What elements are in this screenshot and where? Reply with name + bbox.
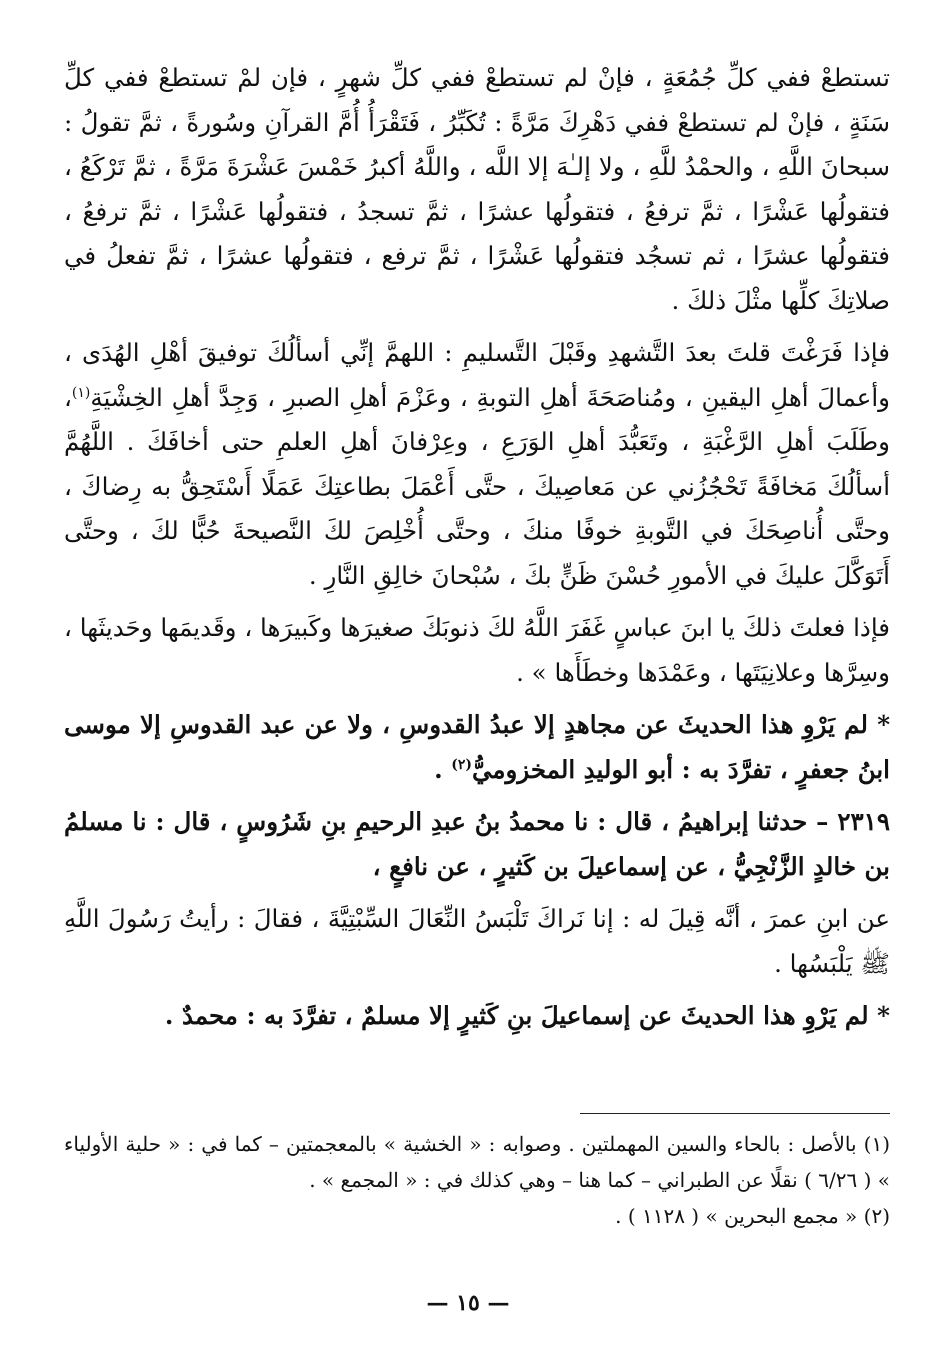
hadith-number: ٢٣١٩ <box>837 807 890 836</box>
paragraph-hadith-2319-chain <box>64 800 890 889</box>
footnotes <box>64 1126 890 1234</box>
footnote-2: (٢) « مجمع البحرين » ( ١١٢٨ ) . <box>615 1204 890 1228</box>
main-text <box>64 56 890 1039</box>
paragraph-text: فإذا فعلتَ ذلكَ يا ابنَ عباسٍ غَفَرَ اللَّهُ لكَ ذنوبَكَ صغيرَها وكَبيرَها ، وقَديمَها وحَديثَها ، وسِرَّها وعلانِيَتَها ، وعَمْدَها وخطَأَها » . <box>64 613 890 687</box>
footnote-1: (١) بالأصل : بالحاء والسين المهملتين . وصوابه : « الخشية » بالمعجمتين – كما في : « حلية الأولياء » ( ٦/٢٦ ) نقلًا عن الطبراني – كما هنا – وهي كذلك في : « المجمع » . <box>64 1132 890 1192</box>
paragraph-supplication <box>64 331 890 598</box>
paragraph-prayer-instructions <box>64 56 890 323</box>
paragraph-text: فإذا فَرَغْتَ قلتَ بعدَ التَّشهدِ وقَبْلَ التَّسليمِ : اللهمَّ إنِّي أسألُكَ توفيقَ أهْلِ الهُدَى ، وأعمالَ أهلِ اليقينِ ، ومُناصَحَةَ أهلِ التوبةِ ، وعَزْمَ أهلِ الصبرِ ، وَجِدَّ أهلِ الخِشْيَةِ <box>64 338 890 412</box>
paragraph-text: – حدثنا إبراهيمُ ، قال : نا محمدُ بنُ عبدِ الرحيمِ بنِ شَرُوسٍ ، قال : نا مسلمُ بن خالدٍ الزَّنْجِيُّ ، عن إسماعيلَ بن كَثيرٍ ، عن نافعٍ ، <box>64 807 890 881</box>
paragraph-hadith-2319-text <box>64 897 890 986</box>
paragraph-text: . <box>434 754 452 784</box>
paragraph-forgiveness <box>64 606 890 695</box>
paragraph-text: * لم يَرْوِ هذا الحديثَ عن إسماعيلَ بنِ كَثيرٍ إلا مسلمٌ ، تفرَّدَ به : محمدٌ . <box>164 1001 890 1030</box>
paragraph-text: * لم يَرْوِ هذا الحديثَ عن مجاهدٍ إلا عبدُ القدوسِ ، ولا عن عبد القدوسِ إلا موسى ابنُ جعفرٍ ، تفرَّدَ به : أبو الوليدِ المخزوميُّ <box>64 710 890 784</box>
paragraph-text: ، وطَلَبَ أهلِ الرَّغْبَةِ ، وتَعَبُّدَ أهلِ الوَرَعِ ، وعِرْفانَ أهلِ العلمِ حتى أخافَكَ . اللَّهُمَّ أسألُكَ مَخافَةً تَحْجُزُني عن مَعاصِيكَ ، حتَّى أَعْمَلَ بطاعتِكَ عَمَلًا أَسْتَحِقُّ به رِضاكَ ، وحتَّى أُناصِحَكَ في التَّوبةِ خوفًا منكَ ، وحتَّى أُخْلِصَ لكَ النَّصيحةَ حُبًّا لكَ ، وحتَّى أَتَوَكَّلَ عليكَ في الأمورِ حُسْنَ ظَنٍّ بكَ ، سُبْحانَ خالِقِ النَّارِ . <box>64 382 890 590</box>
paragraph-text: عن ابنِ عمرَ ، أنَّه قِيلَ له : إنا نَراكَ تَلْبَسُ النِّعَالَ السِّبْتِيَّةَ ، فقالَ : رأيتُ رَسُولَ اللَّهِ ﷺ يَلْبَسُها . <box>64 904 890 978</box>
paragraph-transmission-note-2 <box>64 994 890 1039</box>
paragraph-text: تستطعْ ففي كلِّ جُمُعَةٍ ، فإنْ لم تستطعْ ففي كلِّ شهرٍ ، فإن لمْ تستطعْ ففي كلِّ سَنَةٍ ، فإنْ لم تستطعْ ففي دَهْرِكَ مَرَّةً : تُكَبِّرُ ، فَتَقْرَأُ أُمَّ القرآنِ وسُورةً ، ثمَّ تقولُ : سبحانَ اللَّهِ ، والحمْدُ للَّهِ ، ولا إلـٰهَ إلا اللَّه ، واللَّهُ أكبرُ خَمْسَ عَشْرَةَ مَرَّةً ، ثمَّ تَرْكَعُ ، فتقولُها عَشْرًا ، ثمَّ ترفعُ ، فتقولُها عشرًا ، ثمَّ تسجدُ ، فتقولُها عَشْرًا ، ثمَّ ترفعُ ، فتقولُها عشرًا ، ثم تسجُد فتقولُها عَشْرًا ، ثمَّ ترفع ، فتقولُها عشرًا ، ثمَّ تفعلُ في صلاتِكَ كلِّها مثْلَ ذلكَ . <box>64 63 890 315</box>
footnote-ref-1[interactable]: (١) <box>71 384 91 401</box>
paragraph-transmission-note-1 <box>64 703 890 792</box>
footnote-divider <box>580 1113 890 1114</box>
page-number: — ١٥ — <box>426 1290 510 1316</box>
footnote-ref-2[interactable]: (٢) <box>451 756 472 773</box>
